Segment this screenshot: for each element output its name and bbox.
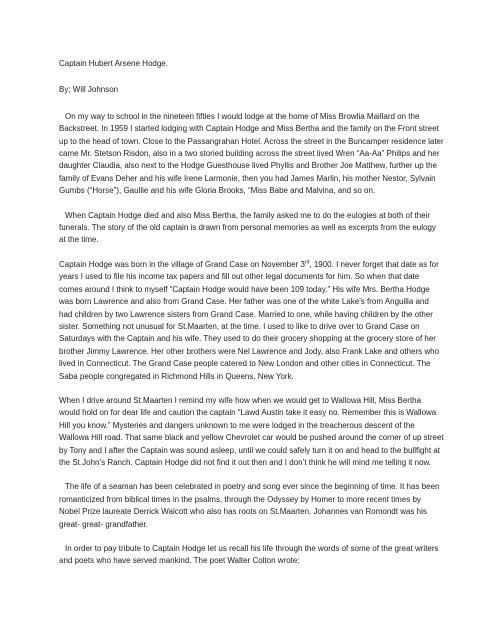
document-title: Captain Hubert Arsene Hodge. [59, 59, 168, 68]
paragraph-seaman-life: The life of a seaman has been celebrated in poetry and song ever since the beginning of time. It has been romanticized from biblical times in the psalms, through the Odyssey by Homer to more recent times by Nobel Prize laureate Derrick Walcott who also has roots on St.Maarten. Johannes van Romondt was his great- great- grandfather. [59, 482, 440, 529]
ordinal-suffix: rd [304, 259, 310, 266]
paragraph-birth-rest: , 1900. I never forget that date as for years I used to file his income tax papers and fill out other legal documents for him. So when that date comes around I think to myself “Captain Hodge would have been 109 today.” His wife Mrs. Bertha Hodge was born Lawrence and also from Grand Case. Her father was one of the white Lake’s from Anguilla and had children by two Lawrence sisters from Grand Case. Married to one, while having children by the other sister. Something not unusual for St.Maarten, at the time. I used to like to drive over to Grand Case on Saturdays with the Captain and his wife. They used to do their grocery shopping at the grocery store of her brother Jimmy Lawrence. Her other brothers were Nel Lawrence and Jody, also Frank Lake and others who lived in Connecticut. The Grand Case people catered to New London and other cities in Connecticut. The Saba people congregated in Richmond Hills in Queens, New York. [59, 259, 440, 381]
paragraph-eulogies: When Captain Hodge died and also Miss Bertha, the family asked me to do the eulogies at both of their funerals. The story of the old captain is drawn from personal memories as well as excerpts from the eulogy at the time. [59, 210, 436, 245]
paragraph-birth-start: Captain Hodge was born in the village of Grand Case on November 3 [59, 259, 305, 269]
paragraph-tribute: In order to pay tribute to Captain Hodge let us recall his life through the words of some of the great writers and poets who have served mankind. The poet Walter Colton wrote: [59, 544, 439, 566]
paragraph-lodging: On my way to school in the nineteen fifties I would lodge at the home of Miss Browlia Maillard on the Backstreet. In 1959 I started lodging with Captain Hodge and Miss Bertha and the family on the Front street up to the head of town. Close to the Passangrahan Hotel. Across the street in the Buncamper residence later came Mr. Stetson Risdon, also in a two storied building across the street lived Wren “Aa-Aa” Philips and her daughter Claudia, also next to the Hodge Guesthouse lived Phyllis and Brother Joe Matthew, further up the family of Evans Deher and his wife Irene Larmonie, then you had James Marlin, his mother Nestor, Sylvain Gumbs (“Horse”), Gaullie and his wife Gloria Brooks, “Miss Babe and Malvina, and so on. [59, 111, 444, 196]
author-byline: By; Will Johnson [59, 85, 119, 95]
paragraph-birth [59, 259, 444, 383]
paragraph-wallowa-hill: When I drive around St.Maarten I remind my wife how when we would get to Wallowa Hill, Miss Bertha would hold on for dear life and caution the captain “Lawd Austin take it easy no. Remember this is Wallowa Hill you know.” Mysteries and dangers unknown to me were lodged in the treacherous descent of the Wallowa Hill road. That same black and yellow Chevrolet car would be pushed around the corner of up street by Tony and I after the Captain was sound asleep, until we could safely turn it on and head to the bullfight at the St.John’s Ranch. Captain Hodge did not find it out then and I don’t think he will mind me telling it now. [59, 395, 444, 467]
